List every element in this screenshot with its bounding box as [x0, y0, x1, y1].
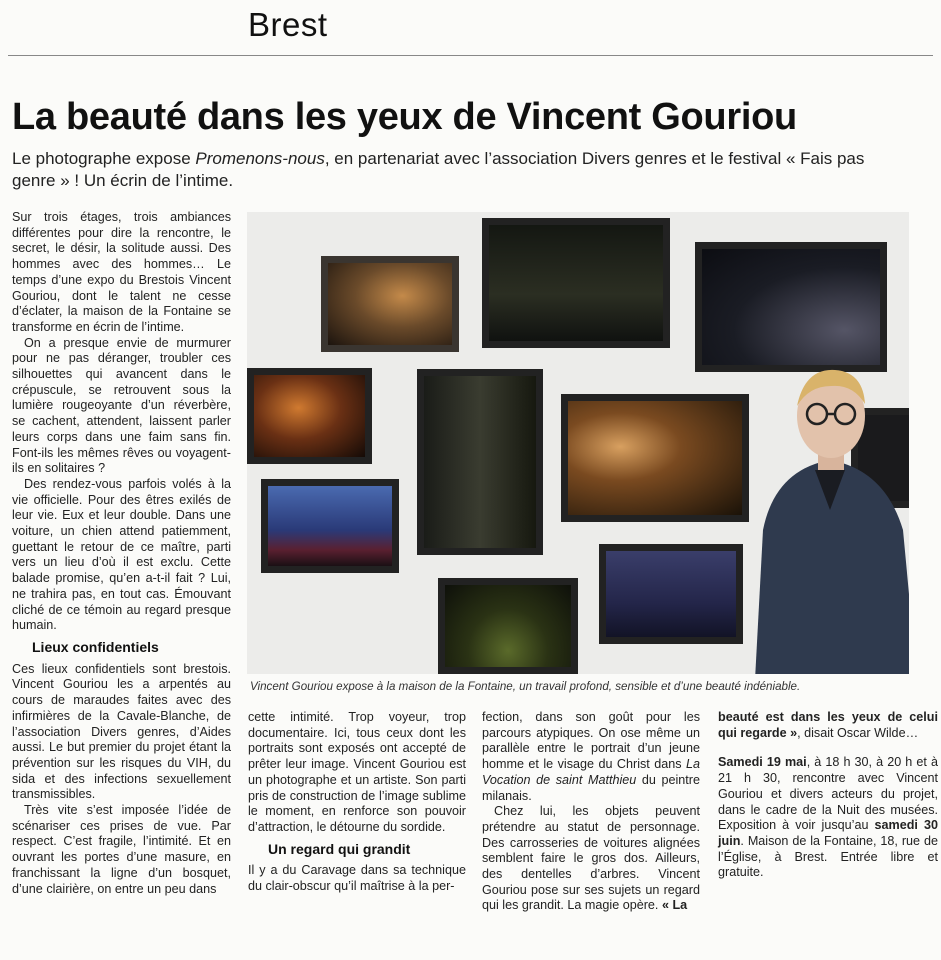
photo-frame-portrait-man [417, 369, 543, 555]
quote-start: « La [661, 898, 688, 913]
paragraph-text: du peintre milanais. [482, 772, 701, 803]
photo-frame-night-window [695, 242, 887, 372]
exhibition-end-date: samedi 30 juin [718, 818, 938, 848]
painting-title: La Vocation de saint Matthieu [482, 757, 700, 787]
photo-frame-trees [321, 256, 459, 352]
standfirst-text-b: , en partenariat avec l’association Divers genres et le festival « Fais pas genre » ! Un écrin de l’intime. [12, 149, 865, 190]
photo-frame-dusk-couple [561, 394, 749, 522]
paragraph: Des rendez-vous parfois volés à la vie officielle. Pour des êtres exilés de leur vie. Eux et leur double. Dans une voiture, un chien attend patiemment, guettant le retour de ce maître, parti vers un lieu d’où il est exclu. Cette balade promise, qu’en a-t-il fait ? Lui, ne trahira pas, en tout cas. Émouvant cliché de ce témoin au regard presque humain. [12, 476, 231, 633]
paragraph-text: , à 18 h 30, à 20 h et à 21 h 30, rencontre avec Vincent Gouriou et divers acteurs du projet, dans le cadre de la Nuit des musées. Exposition à voir jusqu’au [718, 755, 938, 833]
exhibition-photo [247, 212, 909, 674]
header-divider [8, 55, 933, 56]
paragraph: On a presque envie de murmurer pour ne pas déranger, troubler ces silhouettes qui avancent dans le crépuscule, se retrouvent sous la lumière rougeoyante d’un réverbère, se cachent, attendent, laissent parler leurs corps dans une faim sans fin. Font-ils les mêmes rêves ou voyagent-ils en solitaires ? [12, 335, 231, 476]
photo-caption: Vincent Gouriou expose à la maison de la Fontaine, un travail profond, sensible et d’une beauté indéniable. [250, 680, 801, 693]
paragraph: cette intimité. Trop voyeur, trop documentaire. Ici, tous ceux dont les portraits sont exposés ont accepté de prêter leur image. Vincent Gouriou est un photographe et un artiste. Son parti pris de construction de l’image sublime le moment, en renforce son pouvoir d’attraction, le détourne du sordide. [248, 710, 466, 834]
article-column-4 [718, 710, 938, 881]
event-date: Samedi 19 mai [718, 755, 807, 770]
paragraph [482, 804, 700, 914]
article-column-1 [12, 210, 231, 897]
photographer-figure [735, 360, 909, 674]
paragraph: Sur trois étages, trois ambiances différentes pour dire la rencontre, le secret, le désir, la solitude aussi. Des hommes avec des hommes… Le temps d’une expo du Brestois Vincent Gouriou, dont le talent ne cesse d’éclater, la maison de la Fontaine se transforme en écrin de l’intime. [12, 210, 231, 334]
paragraph: Il y a du Caravage dans sa technique du clair-obscur qu’il maîtrise à la per- [248, 863, 466, 894]
photo-frame-forest-path [438, 578, 578, 674]
paragraph: Ces lieux confidentiels sont brestois. Vincent Gouriou les a arpentés au cours de maraudes faites avec des infirmières de la Cavale-Blanche, de l’association Divers genres, d’Aides aussi. Le but premier du projet étant la prévention sur les risques du VIH, du sida et des infections sexuellement transmissibles. [12, 661, 231, 802]
photo-frame-streetlight [247, 368, 372, 464]
standfirst-exhibition-title: Promenons-nous [195, 149, 325, 168]
photo-frame-moon [599, 544, 743, 644]
paragraph [482, 710, 700, 804]
subheading: Lieux confidentiels [32, 638, 159, 655]
photo-frame-forest-figure [482, 218, 670, 348]
article-standfirst [12, 148, 912, 192]
paragraph-text: . Maison de la Fontaine, 18, rue de l’Église, à Brest. Entrée libre et gratuite. [718, 833, 938, 880]
event-info [718, 755, 938, 881]
section-title: Brest [248, 6, 328, 43]
subheading: Un regard qui grandit [268, 840, 411, 857]
photo-frame-car-dusk [261, 479, 399, 573]
paragraph-text: Chez lui, les objets peuvent prétendre au statut de personnage. Des carrosseries de voitures alignées semblent faire le gros dos. Ailleurs, des dentelles d’arbres. Vincent Gouriou pose sur ses sujets un regard qui les grandit. La magie opère. [482, 804, 700, 913]
paragraph: Très vite s’est imposée l’idée de scénariser ces prises de vue. Par respect. C’est fragile, l’intimité. Et en ouvrant les portes d’une masure, en franchissant la ligne d’un bosquet, d’une clairière, on entre un peu dans [12, 803, 231, 896]
standfirst-text-a: Le photographe expose [12, 149, 196, 168]
quote-text: beauté est dans les yeux de celui qui regarde » [718, 710, 938, 740]
article-column-2 [248, 710, 466, 895]
paragraph-text: fection, dans son goût pour les parcours atypiques. On ose même un parallèle entre le portrait d’un jeune homme et le visage du Christ dans [482, 710, 700, 772]
article-column-3 [482, 710, 700, 914]
paragraph [718, 710, 938, 741]
paragraph-text: , disait Oscar Wilde… [797, 725, 919, 740]
article-headline: La beauté dans les yeux de Vincent Gouriou [12, 96, 797, 138]
